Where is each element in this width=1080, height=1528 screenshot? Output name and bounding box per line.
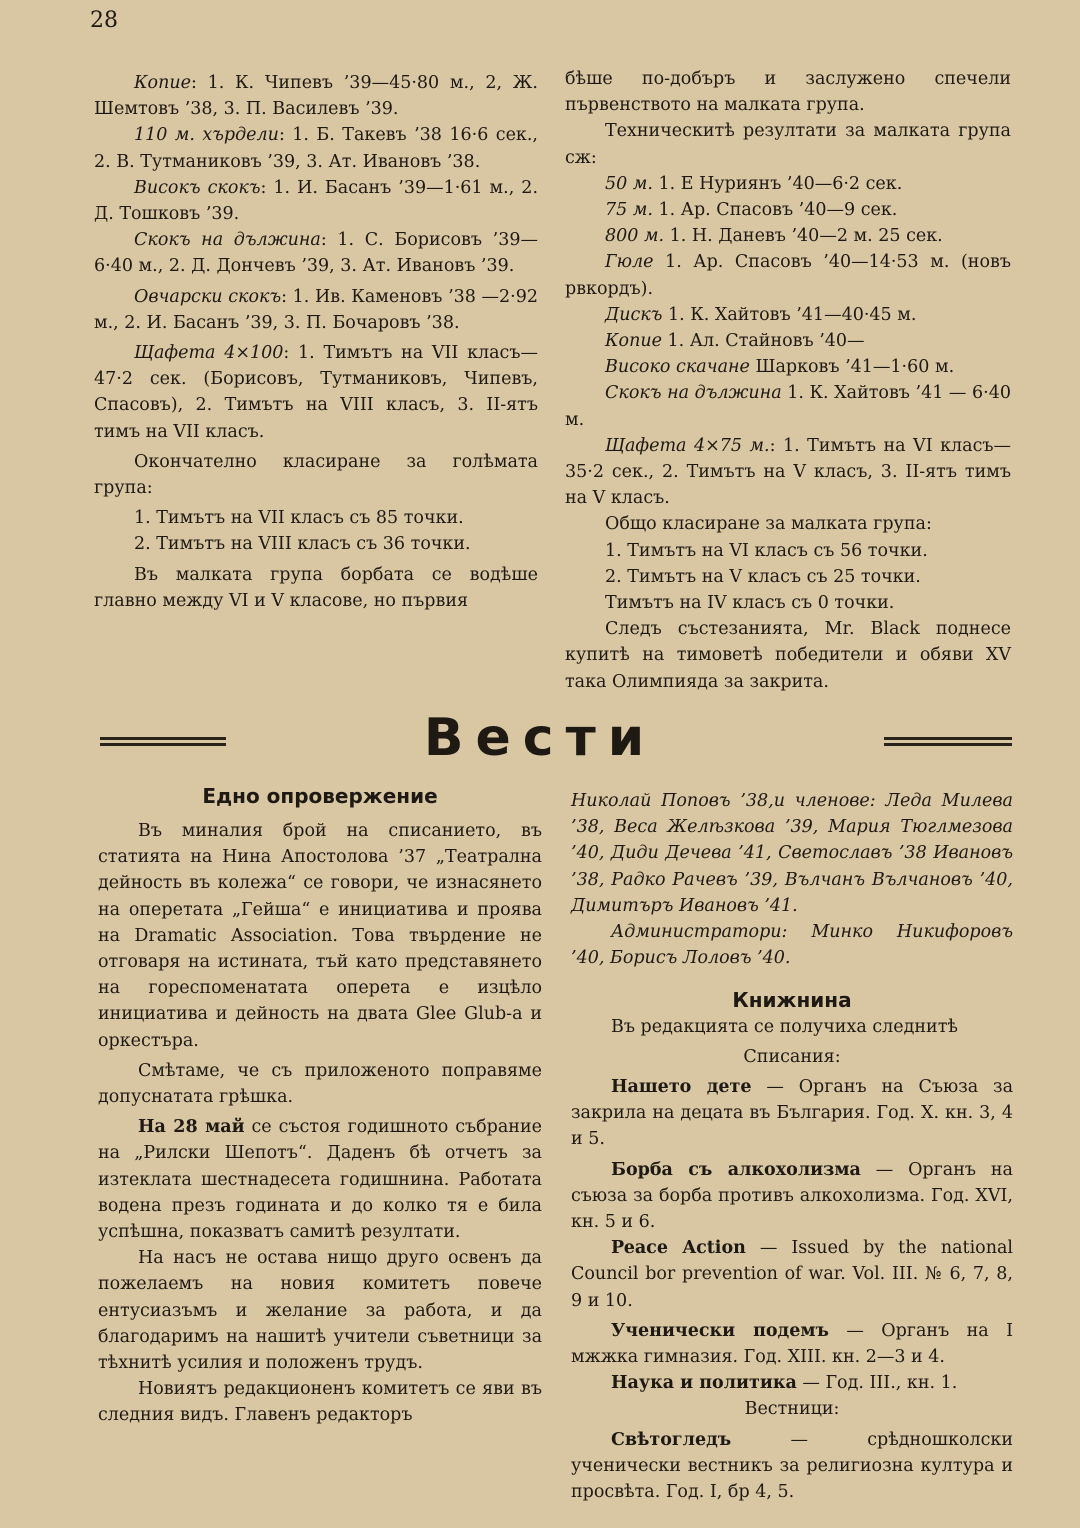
meeting-paragraph: се състоя годишното събрание на „Рилски Шепотъ“. Даденъ бѣ отчетъ за изтеклата шестнадесета годишнина. Работата водена презъ годината и до колко тя е била успѣшна, показватъ самитѣ резултати. xyxy=(98,1117,542,1243)
final-big-item: 1. Тимътъ на VII класъ съ 85 точки. xyxy=(134,508,464,529)
books-title: Книжнина xyxy=(732,988,852,1013)
small-intro: Въ малката група борбата се водѣше главно между VI и V класове, но първия xyxy=(94,564,538,611)
event-text: : 1. К. Чипевъ ’39—45·80 м., 2, Ж. Шемтовъ ’38, 3. П. Василевъ ’39. xyxy=(94,73,538,120)
final-small-heading: Общо класиране за малката група: xyxy=(605,514,932,535)
magazines-label: Списания: xyxy=(743,1046,841,1067)
refutation-paragraph: Смѣтаме, че съ приложеното поправяме допуснатата грѣшка. xyxy=(98,1060,542,1108)
event-label: Скокъ на дължина xyxy=(134,230,321,251)
final-small-item: 1. Тимътъ на VI класъ съ 56 точки. xyxy=(605,540,928,561)
small-cont: бѣше по-добъръ и заслужено спечели първенството на малката група. xyxy=(565,69,1011,116)
news-heading: Вести xyxy=(423,708,657,768)
heading-rule-right xyxy=(884,737,1012,746)
event-label: Щафета 4×75 м. xyxy=(605,435,770,456)
magazine-text: — Год. III., кн. 1. xyxy=(796,1373,958,1394)
magazine-name: Наука и политика xyxy=(611,1373,797,1394)
event-text: 1. К. Хайтовъ ’41—40·45 м. xyxy=(662,304,917,325)
event-text: 1. К. Хайтовъ ’41 — 6·40 м. xyxy=(565,383,1011,430)
event-text: : 1. Б. Такевъ ’38 16·6 сек., 2. В. Тутманиковъ ’39, 3. Ат. Ивановъ ’38. xyxy=(94,125,538,172)
event-text: 1. Ар. Спасовъ ’40—14·53 м. (новъ рвкордъ). xyxy=(565,252,1011,299)
event-label: Скокъ на дължина xyxy=(605,383,782,404)
newspapers-label: Вестници: xyxy=(744,1399,840,1420)
event-text: 1. Е Нуриянъ ’40—6·2 сек. xyxy=(652,173,903,194)
final-small-item: 2. Тимътъ на V класъ съ 25 точки. xyxy=(605,566,921,587)
meeting-lead: На 28 май xyxy=(138,1117,245,1138)
final-big-item: 2. Тимътъ на VIII класъ съ 36 точки. xyxy=(134,534,471,555)
event-label: Копие xyxy=(605,331,662,352)
sports-results-left xyxy=(94,70,538,614)
closing-paragraph: Следъ състезанията, Mr. Black поднесе купитѣ на тимоветѣ победители и обяви XV така Олимпияда за закрита. xyxy=(565,619,1011,692)
books-intro: Въ редакцията се получиха следнитѣ xyxy=(611,1016,958,1037)
event-text: 1. Ал. Стайновъ ’40— xyxy=(661,331,865,352)
magazine-name: Борба съ алкохолизма xyxy=(611,1159,861,1180)
magazine-text: — Органъ на Съюза за закрила на децата въ България. Год. X. кн. 3, 4 и 5. xyxy=(571,1077,1014,1150)
event-text: : 1. Тимътъ на VII класъ—47·2 сек. (Борисовъ, Тутманиковъ, Чипевъ, Спасовъ), 2. Тимътъ на VIII класъ, 3. II-ятъ тимъ на VII класъ. xyxy=(94,343,538,442)
event-label: Щафета 4×100 xyxy=(134,343,284,364)
newspaper-text: — срѣдношколски ученически вестникъ за религиозна култура и просвѣта. Год. I, бр 4, 5. xyxy=(571,1429,1013,1503)
event-label: 110 м. хърдели xyxy=(134,125,279,146)
event-label: Копие xyxy=(134,73,191,93)
event-text: Шарковъ ’41—1·60 м. xyxy=(749,357,955,378)
event-label: Високъ скокъ xyxy=(134,177,261,198)
magazine-text: — Органъ на съюза за борба противъ алкохолизма. Год. XVI, кн. 5 и 6. xyxy=(571,1159,1013,1233)
news-left-column xyxy=(98,818,542,1429)
event-text: : 1. И. Басанъ ’39—1·61 м., 2. Д. Тошковъ ’39. xyxy=(94,177,539,225)
event-text: : 1. С. Борисовъ ’39—6·40 м., 2. Д. Дончевъ ’39, 3. Ат. Ивановъ ’39. xyxy=(94,230,538,277)
magazine-text: — Органъ на I мжжка гимназия. Год. XIII. кн. 2—3 и 4. xyxy=(571,1320,1013,1368)
event-label: 800 м. xyxy=(605,226,665,247)
event-text: : 1. Тимътъ на VI класъ—35·2 сек., 2. Тимътъ на V класъ, 3. II-ятъ тимъ на V класъ. xyxy=(565,435,1012,509)
event-label: 75 м. xyxy=(605,200,653,221)
final-big-heading: Окончателно класиране за голѣмата група: xyxy=(94,451,538,499)
meeting-paragraph: На насъ не остава нищо друго освенъ да пожелаемъ на новия комитетъ повече ентусиазъмъ и желание за работа, и да благодаримъ на нашитѣ учители съветници за тѣхнитѣ усилия и положенъ трудъ. xyxy=(98,1248,542,1374)
small-heading: Техническитѣ резултати за малката група сж: xyxy=(565,121,1011,168)
committee-paragraph: Новиятъ редакционенъ комитетъ се яви въ следния видъ. Главенъ редакторъ xyxy=(98,1379,542,1426)
magazine-name: Нашето дете xyxy=(611,1077,752,1098)
newspaper-name: Свѣтогледъ xyxy=(611,1429,732,1450)
refutation-title: Едно опровержение xyxy=(202,784,438,808)
sports-results-right xyxy=(565,66,1011,695)
magazine-name: Peace Action xyxy=(611,1238,746,1259)
administrators: Администратори: Минко Никифоровъ ’40, Борисъ Лоловъ ’40. xyxy=(571,922,1013,969)
news-right-column xyxy=(571,788,1013,1505)
event-text: 1. Н. Даневъ ’40—2 м. 25 сек. xyxy=(664,226,943,247)
refutation-paragraph: Въ миналия брой на списанието, въ статията на Нина Апостолова ’37 „Театрална дейность въ колежа“ се говори, че изнасянето на оперетата „Гейша“ е инициатива и проява на Dramatic Association. Това твърдение не отговаря на истината, тъй като представянето на гореспоменатата оперета е изцѣло инициатива и дейность на двата Glee Glub-а и оркестъра. xyxy=(98,821,542,1051)
final-small-item: Тимътъ на IV класъ съ 0 точки. xyxy=(605,593,895,614)
event-text: : 1. Ив. Каменовъ ’38 —2·92 м., 2. И. Басанъ ’39, 3. П. Бочаровъ ’38. xyxy=(94,286,538,333)
event-label: 50 м. xyxy=(605,173,653,194)
event-text: 1. Ар. Спасовъ ’40—9 сек. xyxy=(652,200,898,221)
event-label: Гюле xyxy=(605,252,654,273)
committee-members: Николай Поповъ ’38,и членове: Леда Милева ’38, Веса Желѣзкова ’39, Мария Тюглмезова ’40, Диди Дечева ’41, Светославъ ’38 Ивановъ ’38, Радко Рачевъ ’39, Вълчанъ Вълчановъ ’40, Димитъръ Ивановъ ’41. xyxy=(571,791,1013,916)
event-label: Овчарски скокъ xyxy=(134,286,282,307)
event-label: Високо скачане xyxy=(605,357,750,378)
magazine-text: — Issued by the national Council bor prevention of war. Vol. III. № 6, 7, 8, 9 и 10. xyxy=(571,1238,1014,1311)
page-number: 28 xyxy=(90,8,118,33)
event-label: Дискъ xyxy=(605,304,663,325)
magazine-name: Ученически подемъ xyxy=(611,1320,829,1341)
